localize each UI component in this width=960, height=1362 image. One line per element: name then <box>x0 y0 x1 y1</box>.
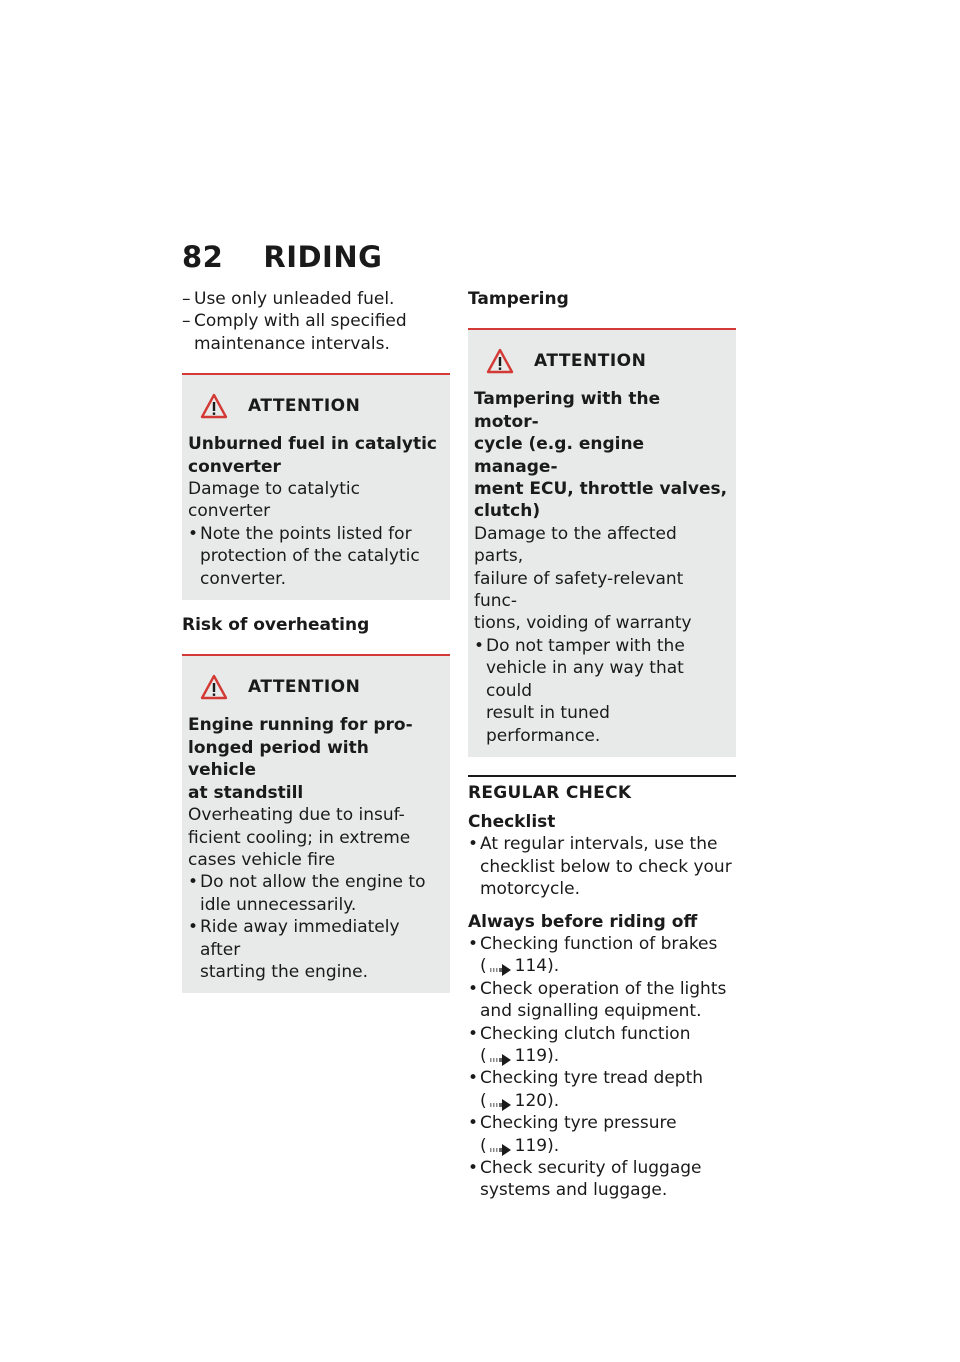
reference-arrow-icon <box>490 960 512 972</box>
paren-open: ( <box>480 1135 487 1156</box>
page-reference <box>480 1090 736 1112</box>
list-item <box>468 978 736 1023</box>
text-line: and signalling equipment. <box>480 1001 702 1022</box>
regular-check-title: REGULAR CHECK <box>468 782 632 803</box>
attention-label: ATTENTION <box>534 351 647 372</box>
attention-box-catalytic <box>182 373 450 600</box>
checklist-list <box>468 833 736 900</box>
list-item <box>468 1023 736 1068</box>
list-item <box>182 288 450 310</box>
bullet-mark: • <box>468 1158 479 1178</box>
risk-heading: Risk of overheating <box>182 615 370 636</box>
reference-page: 119). <box>514 1045 560 1066</box>
checklist-heading: Checklist <box>468 811 556 832</box>
warning-triangle-icon <box>486 348 514 374</box>
text-line: longed period with vehicle <box>188 737 369 781</box>
list-item <box>188 523 442 590</box>
right-column <box>468 288 736 1202</box>
reference-arrow-icon <box>490 1095 512 1107</box>
attention-body <box>474 523 728 635</box>
text-line: Comply with all specified <box>194 311 407 332</box>
attention-header <box>200 674 442 700</box>
attention-body <box>188 478 442 523</box>
bullet-mark: – <box>182 289 191 309</box>
list-item <box>182 310 450 355</box>
text-line: Check security of luggage <box>480 1158 702 1178</box>
list-item <box>468 1112 736 1157</box>
bullet-mark: • <box>468 1068 479 1089</box>
list-item-text <box>194 310 450 355</box>
list-item-text <box>200 916 442 983</box>
paren-open: ( <box>480 1045 487 1066</box>
list-item <box>468 833 736 900</box>
tampering-heading: Tampering <box>468 289 569 309</box>
text-line: systems and luggage. <box>480 1180 668 1201</box>
list-item <box>468 1157 736 1202</box>
text-line: failure of safety-relevant func- <box>474 568 684 612</box>
reference-page: 114). <box>514 956 560 977</box>
attention-label: ATTENTION <box>248 677 361 698</box>
text-line: Checking tyre tread depth <box>480 1068 704 1089</box>
text-line: Do not tamper with the <box>486 635 685 656</box>
bullet-mark: • <box>188 872 199 893</box>
text-line: starting the engine. <box>200 961 368 982</box>
text-line: converter. <box>200 568 286 589</box>
dash-list <box>182 288 450 355</box>
left-column <box>182 288 450 993</box>
page-reference <box>480 955 736 977</box>
list-item-text <box>480 978 736 1023</box>
text-line: Checking function of brakes <box>480 933 718 954</box>
text-line: converter <box>188 456 281 477</box>
text-line: Ride away immediately after <box>200 917 400 960</box>
attention-title <box>474 388 728 522</box>
text-line: At regular intervals, use the <box>480 834 718 855</box>
list-item <box>468 1067 736 1112</box>
text-line: Unburned fuel in catalytic <box>188 434 437 455</box>
bullet-mark: • <box>188 523 199 544</box>
text-line: Overheating due to insuf- <box>188 805 405 826</box>
list-item-text <box>480 933 736 978</box>
text-line: at standstill <box>188 782 304 803</box>
warning-triangle-icon <box>200 674 228 700</box>
text-line: ficient cooling; in extreme <box>188 827 411 848</box>
text-line: Checking clutch function <box>480 1023 691 1044</box>
list-item <box>474 635 728 747</box>
bullet-mark: • <box>468 933 479 954</box>
text-line: clutch) <box>474 501 541 522</box>
page-header <box>182 240 382 274</box>
attention-body <box>188 804 442 871</box>
page-reference <box>480 1045 736 1067</box>
text-line: tions, voiding of warranty <box>474 613 692 634</box>
list-item-text <box>480 1067 736 1112</box>
text-line: Checking tyre pressure <box>480 1113 677 1134</box>
bullet-mark: • <box>474 635 485 656</box>
bullet-mark: – <box>182 311 191 332</box>
reference-page: 120). <box>514 1090 560 1111</box>
attention-label: ATTENTION <box>248 396 361 417</box>
text-line: cases vehicle fire <box>188 849 336 870</box>
attention-box-overheating <box>182 654 450 993</box>
text-line: Damage to catalytic converter <box>188 479 360 522</box>
list-item <box>468 933 736 978</box>
list-item-text <box>480 833 736 900</box>
text-line: result in tuned performance. <box>486 703 610 746</box>
text-line: cycle (e.g. engine manage- <box>474 434 645 477</box>
text-line: Damage to the affected parts, <box>474 523 677 567</box>
attention-header <box>486 348 728 374</box>
reference-page: 119). <box>514 1135 560 1156</box>
list-item-text <box>480 1112 736 1157</box>
attention-title <box>188 433 442 478</box>
regular-check-section <box>468 775 736 803</box>
text-line: Engine running for pro- <box>188 715 413 736</box>
text-line: Check operation of the lights <box>480 978 727 999</box>
page-number: 82 <box>182 240 224 274</box>
list-item-text <box>194 288 450 310</box>
reference-arrow-icon <box>490 1140 512 1152</box>
always-list <box>468 933 736 1202</box>
text-line: protection of the catalytic <box>200 546 420 567</box>
bullet-mark: • <box>468 834 479 855</box>
paren-open: ( <box>480 1090 487 1111</box>
always-heading: Always before riding off <box>468 911 698 932</box>
text-line: motorcycle. <box>480 879 580 900</box>
text-line: idle unnecessarily. <box>200 894 357 915</box>
attention-header <box>200 393 442 419</box>
bullet-mark: • <box>468 978 479 999</box>
warning-triangle-icon <box>200 393 228 419</box>
bullet-mark: • <box>468 1113 479 1134</box>
attention-box-tampering <box>468 328 736 757</box>
text-line: ment ECU, throttle valves, <box>474 479 728 500</box>
text-line: checklist below to check your <box>480 856 732 877</box>
list-item-text <box>486 635 728 747</box>
text-line: Use only unleaded fuel. <box>194 289 395 309</box>
list-item-text <box>480 1023 736 1068</box>
list-item-text <box>200 871 442 916</box>
list-item-text <box>480 1157 736 1202</box>
bullet-mark: • <box>468 1023 479 1044</box>
reference-arrow-icon <box>490 1050 512 1062</box>
paren-open: ( <box>480 956 487 977</box>
attention-title <box>188 714 442 804</box>
text-line: Tampering with the motor- <box>474 389 661 432</box>
list-item <box>188 871 442 916</box>
list-item <box>188 916 442 983</box>
text-line: Note the points listed for <box>200 523 412 544</box>
text-line: maintenance intervals. <box>194 333 390 354</box>
text-line: vehicle in any way that could <box>486 658 684 701</box>
section-title: RIDING <box>263 240 383 274</box>
bullet-mark: • <box>188 917 199 938</box>
text-line: Do not allow the engine to <box>200 872 426 893</box>
page-reference <box>480 1135 736 1157</box>
list-item-text <box>200 523 442 590</box>
